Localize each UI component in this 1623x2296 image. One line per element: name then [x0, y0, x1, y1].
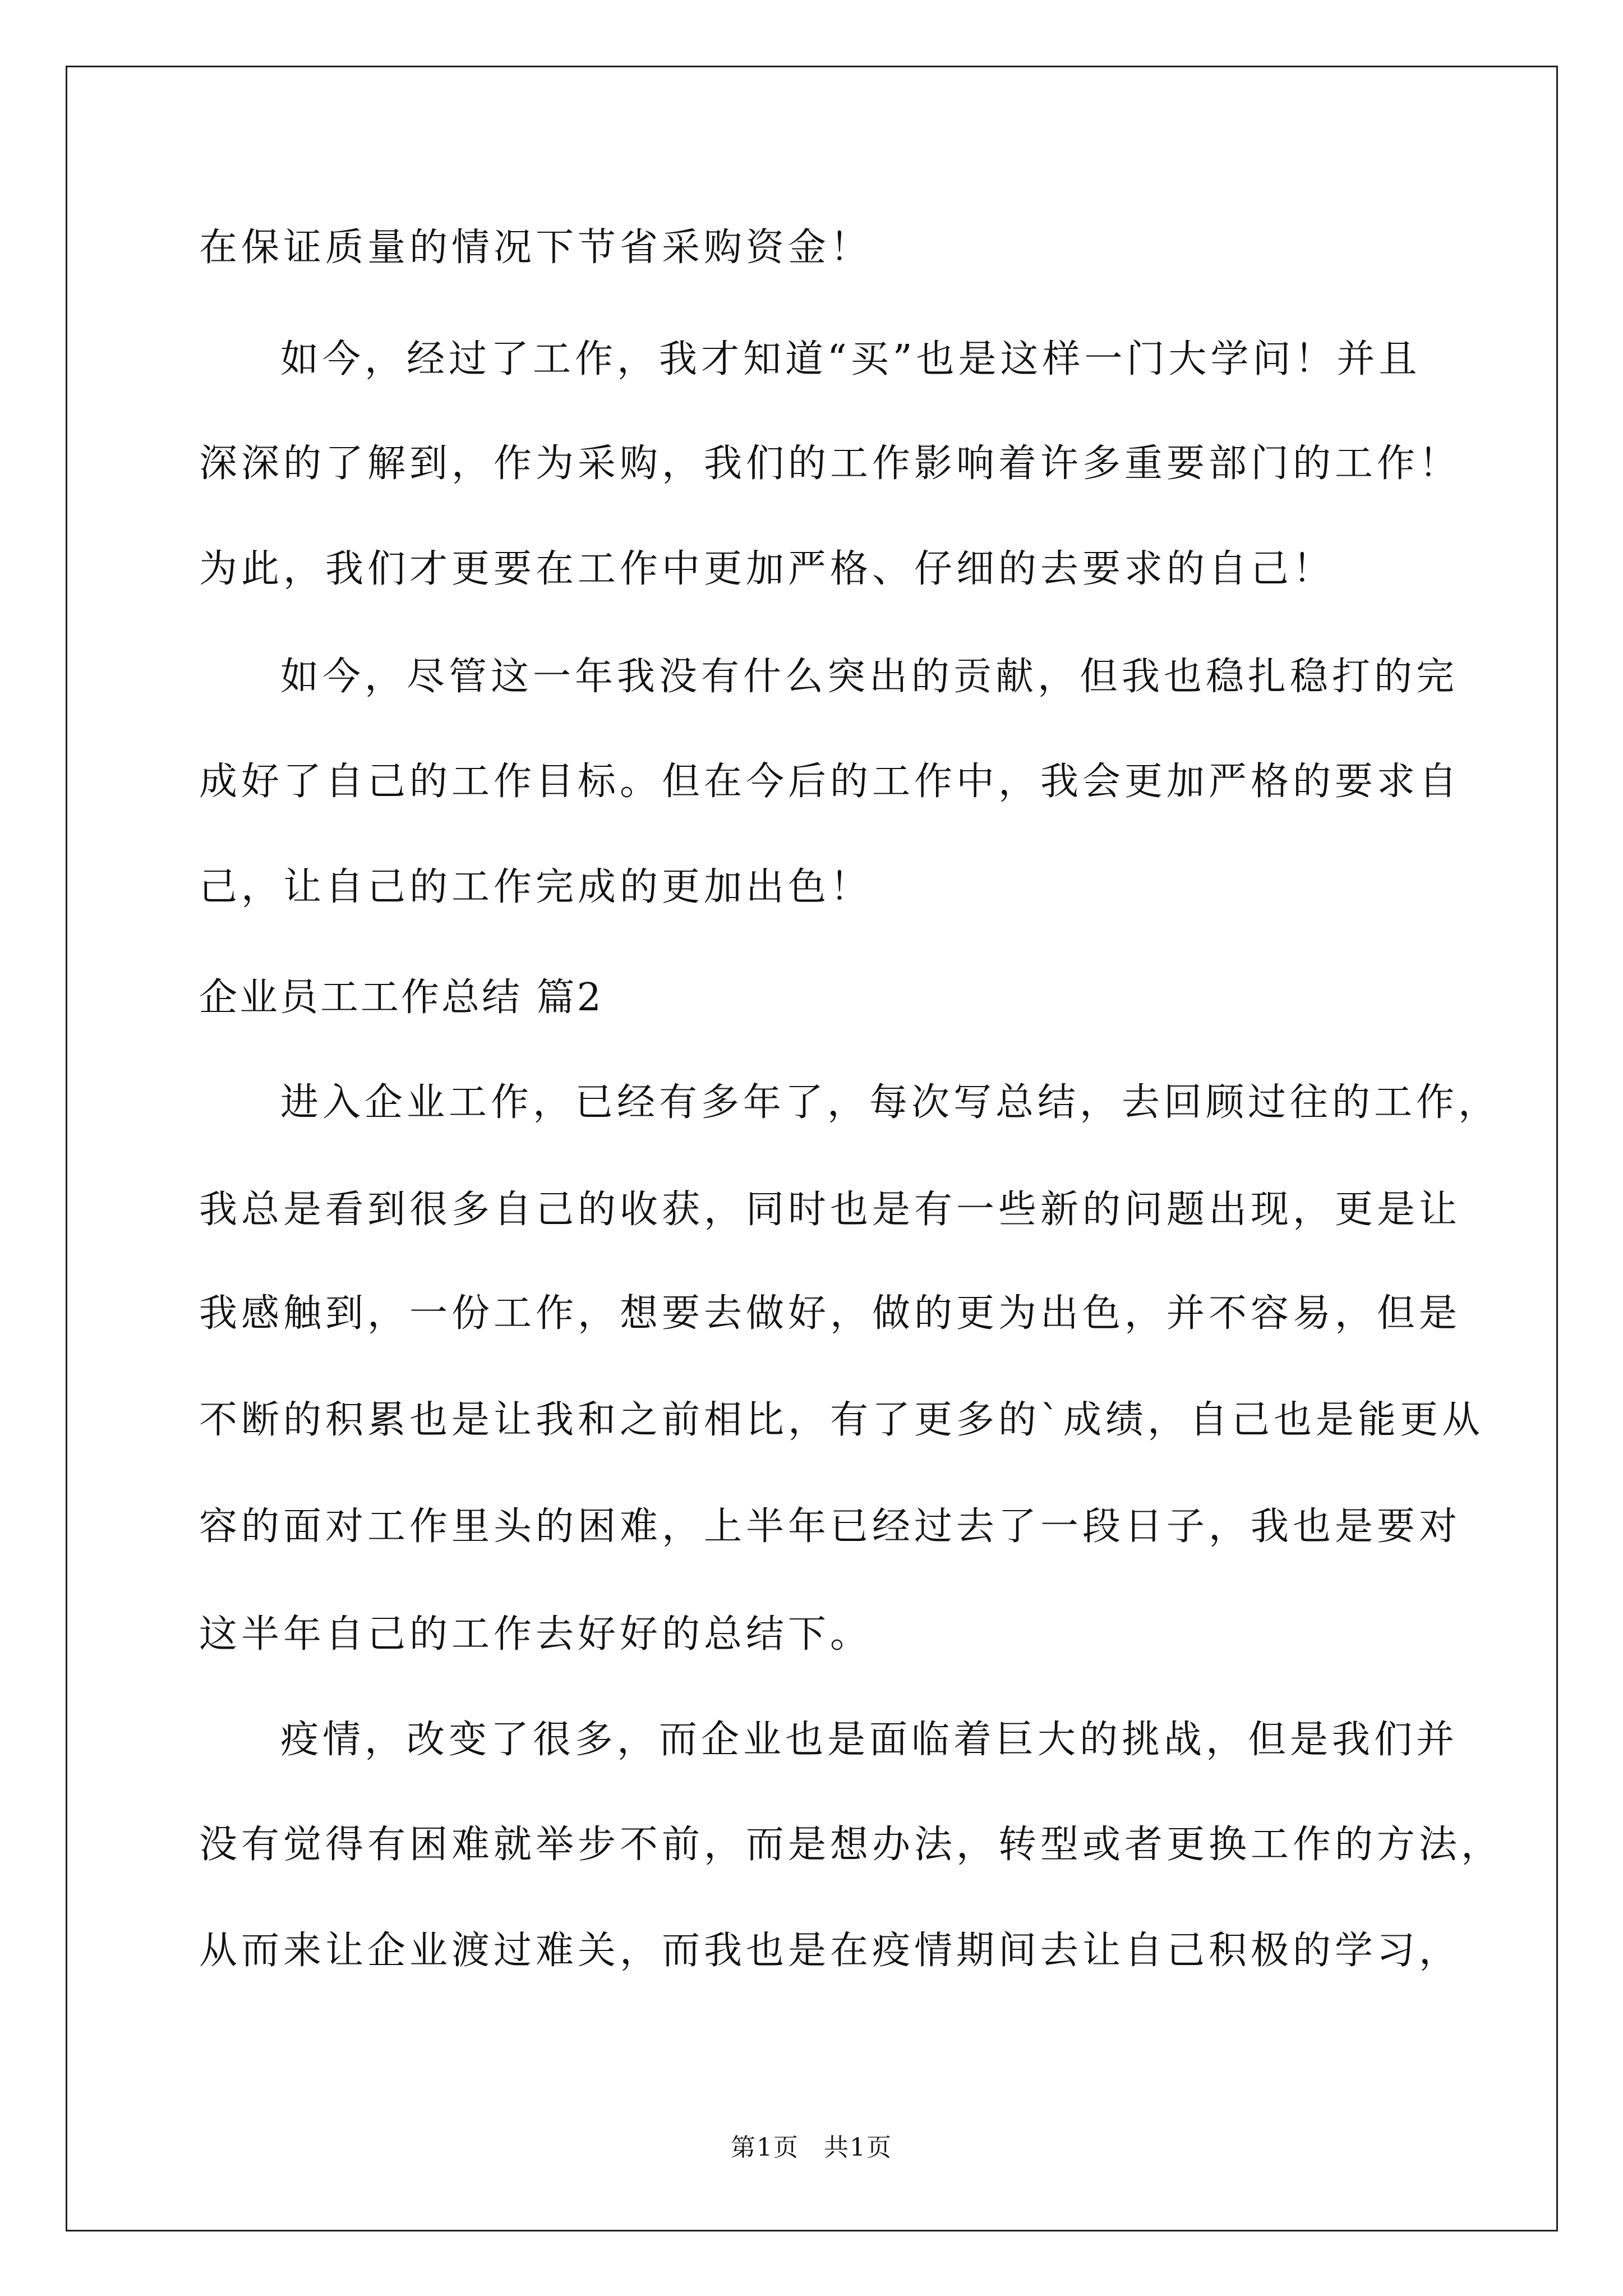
- paragraph-line: 如今，尽管这一年我没有什么突出的贡献，但我也稳扎稳打的完: [280, 655, 1459, 699]
- paragraph-line: 从而来让企业渡过难关，而我也是在疫情期间去让自己积极的学习，: [199, 1929, 1461, 1973]
- paragraph-line: 为此，我们才更要在工作中更加严格、仔细的去要求的自己！: [199, 547, 1335, 591]
- page-border: [66, 66, 1558, 2231]
- paragraph-line: 如今，经过了工作，我才知道“买”也是这样一门大学问！并且: [280, 337, 1421, 381]
- paragraph-line: 容的面对工作里头的困难，上半年已经过去了一段日子，我也是要对: [199, 1504, 1461, 1549]
- paragraph-line: 没有觉得有困难就举步不前，而是想办法，转型或者更换工作的方法，: [199, 1823, 1504, 1867]
- page-number: 第1页: [731, 2133, 799, 2162]
- paragraph-line: 进入企业工作，已经有多年了，每次写总结，去回顾过往的工作，: [280, 1080, 1501, 1125]
- paragraph-line: 我总是看到很多自己的收获，同时也是有一些新的问题出现，更是让: [199, 1188, 1461, 1232]
- paragraph-line: 深深的了解到，作为采购，我们的工作影响着许多重要部门的工作！: [199, 441, 1461, 486]
- section-heading: 企业员工工作总结 篇2: [199, 976, 603, 1020]
- paragraph-line: 成好了自己的工作目标。但在今后的工作中，我会更加严格的要求自: [199, 760, 1461, 804]
- paragraph-line: 我感触到，一份工作，想要去做好，做的更为出色，并不容易，但是: [199, 1291, 1461, 1336]
- paragraph-line: 疫情，改变了很多，而企业也是面临着巨大的挑战，但是我们并: [280, 1718, 1459, 1762]
- paragraph-line: 不断的积累也是让我和之前相比，有了更多的`成绩，自己也是能更从: [199, 1398, 1484, 1442]
- paragraph-line: 己，让自己的工作完成的更加出色！: [199, 865, 873, 909]
- page-total: 共1页: [824, 2133, 892, 2162]
- paragraph-line: 这半年自己的工作去好好的总结下。: [199, 1612, 873, 1657]
- page-footer: [0, 2133, 1623, 2162]
- paragraph-line: 在保证质量的情况下节省采购资金！: [199, 226, 873, 270]
